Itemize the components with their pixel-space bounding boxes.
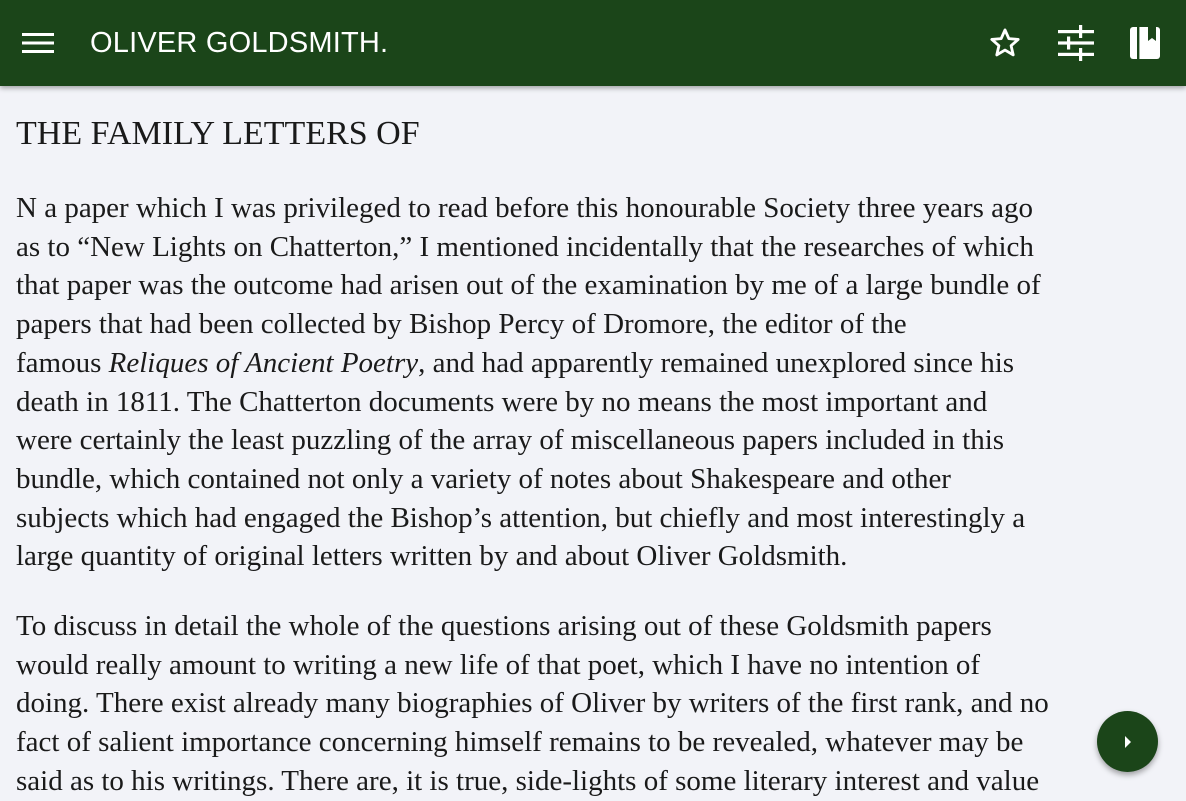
reader-content xyxy=(16,100,1176,801)
paragraph-line: N a paper which I was privileged to read before this honourable Society three years ago xyxy=(16,192,1034,224)
paragraph-line: said as to his writings. There are, it is true, side-lights of some literary interest and value xyxy=(16,764,1040,797)
app-title: OLIVER GOLDSMITH. xyxy=(90,27,389,59)
chevron-right-icon xyxy=(1120,732,1136,752)
paragraph-line: subjects which had engaged the Bishop’s attention, but chiefly and most interestingly a xyxy=(16,501,1026,534)
paragraph-1 xyxy=(16,189,1176,576)
chapter-title: THE FAMILY LETTERS OF xyxy=(16,115,420,152)
next-page-button[interactable] xyxy=(1097,711,1158,772)
star-outline-icon xyxy=(988,26,1022,60)
display-settings-button[interactable] xyxy=(1053,20,1099,66)
sliders-icon xyxy=(1057,25,1095,61)
paragraph-2 xyxy=(16,607,1176,801)
text-run: , and had apparently remained unexplored since his xyxy=(418,346,1015,379)
bookmark-button[interactable] xyxy=(982,20,1028,66)
menu-button[interactable] xyxy=(14,22,62,64)
book-icon xyxy=(1129,26,1161,60)
table-of-contents-button[interactable] xyxy=(1122,20,1168,66)
hamburger-menu-icon xyxy=(21,31,55,55)
text-run: famous xyxy=(16,346,109,379)
paragraph-line: death in 1811. The Chatterton documents were by no means the most important and xyxy=(16,385,988,418)
paragraph-line: would really amount to writing a new life of that poet, which I have no intention of xyxy=(16,648,981,681)
book-title-italic: Reliques of Ancient Poetry xyxy=(108,346,419,379)
paragraph-line: that paper was the outcome had arisen out of the examination by me of a large bundle of xyxy=(16,269,1041,302)
paragraph-line: as to “New Lights on Chatterton,” I mentioned incidentally that the researches of which xyxy=(16,230,1034,263)
paragraph-line: bundle, which contained not only a variety of notes about Shakespeare and other xyxy=(16,462,951,495)
app-bar xyxy=(0,0,1186,86)
paragraph-line: were certainly the least puzzling of the array of miscellaneous papers included in this xyxy=(16,424,1005,457)
paragraph-line: papers that had been collected by Bishop Percy of Dromore, the editor of the xyxy=(16,308,907,341)
paragraph-line: fact of salient importance concerning himself remains to be revealed, whatever may be xyxy=(16,726,1024,759)
paragraph-line: large quantity of original letters written by and about Oliver Goldsmith. xyxy=(16,540,848,573)
paragraph-line xyxy=(16,344,1176,383)
paragraph-line: To discuss in detail the whole of the questions arising out of these Goldsmith papers xyxy=(16,610,992,643)
paragraph-line: doing. There exist already many biographies of Oliver by writers of the first rank, and no xyxy=(16,687,1049,720)
